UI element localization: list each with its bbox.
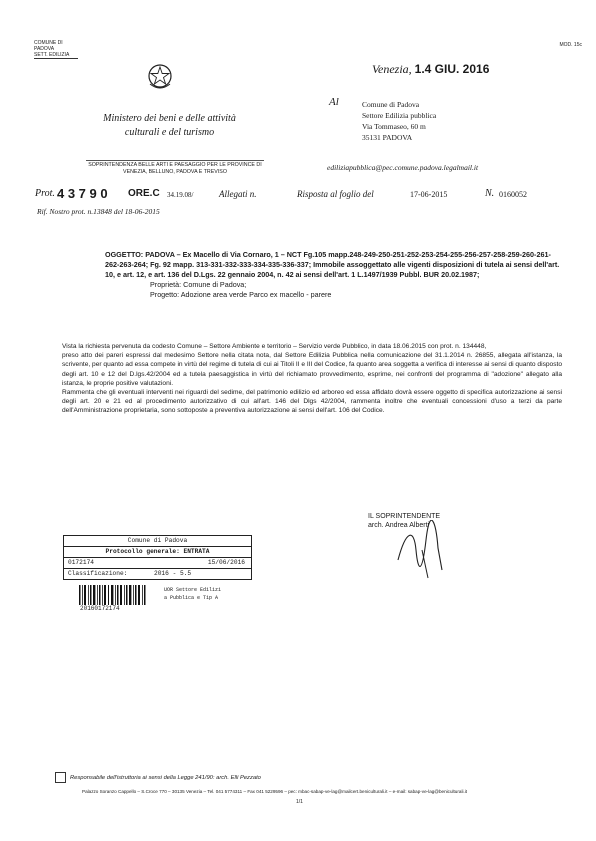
date-stamp: 1.4 GIU. 2016 <box>414 62 490 76</box>
place-date <box>372 62 489 77</box>
letter-body <box>62 342 562 416</box>
protocol-title: Protocollo generale: ENTRATA <box>64 547 251 558</box>
corner-stamp <box>34 40 78 59</box>
page-number: 1/1 <box>296 799 303 805</box>
body-paragraph: preso atto dei pareri espressi dal medesimo Settore nella citata nota, dal Settore Edilizia Pubblica nella comunicazione del 31.1.2014 n. 26855, allegata all'istanza, la scrivente, per quanto ad essa compete in virtù del regime di tutela di cui ai Titoli II e III del Codice, fa quanto area soggetta a verifica di interesse ai sensi di quanto disposto degli art. 10 e 12 del D.lgs.42/2004 ed a tutela paesaggistica in virtù del richiamato provvedimento, esprime, nei confronti del programma di "adozione" allegato alla istanza, le proprie positive valutazioni. <box>62 352 562 387</box>
prot-label: Prot. <box>35 188 55 199</box>
protocol-class-value: 2016 - 5.5 <box>154 570 192 577</box>
corner-stamp-line: SETT. EDILIZIA <box>34 52 70 58</box>
prot-class: 34.19.08/ <box>167 191 194 199</box>
body-paragraph: Rammenta che gli eventuali interventi nei riguardi del sedime, del patrimonio edilizio ed arboreo ed essa affidato dovrà essere oggetto di specifica autorizzazione ai sensi degli art. 20 e 21 ed al procedimento autorizzativo di cui all'art. 146 del Dlgs 42/2004, rammenta inoltre che eventuali concessioni d'uso a terzi da parte dell'Amministrazione proprietaria, sono sottoposte a preventiva autorizzazione ai sensi dell'art. 106 del Codice. <box>62 389 562 415</box>
oggetto-proprieta: Proprietà: Comune di Padova; <box>150 280 247 289</box>
body-paragraph: Vista la richiesta pervenuta da codesto Comune – Settore Ambiente e territorio – Servizio verde Pubblico, in data 18.06.2015 con prot. n. 134448, <box>62 343 487 350</box>
oggetto-text: PADOVA – Ex Macello di Via Cornaro, 1 – NCT Fg.105 mapp.248-249-250-251-252-253-254-255-256-257-258-259-260-261-262-263-264; Fg. 92 mapp. 313-331-332-333-334-335-336-337; Immobile assoggettato alle vigenti disposizioni di tutela ai sensi dell'art. 10, e art. 12, e art. 136 del D.Lgs. 22 gennaio 2004, n. 42 ai sensi dell'art. 1 L.1497/1939 Pubbl. BUR 20.02.1987; <box>105 250 560 279</box>
reference-row <box>35 188 565 204</box>
ministry-name <box>82 112 257 140</box>
risposta-label: Risposta al foglio del <box>297 189 374 199</box>
barcode-text: 20160172174 <box>80 605 120 612</box>
address-line: Settore Edilizia pubblica <box>362 111 437 120</box>
barcode-icon <box>78 585 148 607</box>
address-line: Comune di Padova <box>362 100 420 109</box>
prot-number: 4 3 7 9 0 <box>57 186 108 201</box>
protocol-date: 15/06/2016 <box>207 559 245 566</box>
address-line: Via Tommaseo, 60 m <box>362 122 426 131</box>
allegati-label: Allegati n. <box>219 189 257 199</box>
corner-stamp-line: COMUNE DI PADOVA <box>34 40 63 52</box>
responsabile-line <box>55 772 261 783</box>
signature-title: IL SOPRINTENDENTE <box>368 513 441 520</box>
oggetto-progetto: Progetto: Adozione area verde Parco ex macello - parere <box>150 290 332 299</box>
footer-address: Palazzo Soranzo Cappello – S.Croce 770 – 30135 Venezia – Tel. 041 5774311 – Fax 041 5229596 – pec: mbac-sabap-ve-lag@mailcert.beniculturali.it – e-mail: sabap-ve-lag@beniculturali.it <box>82 789 468 794</box>
handwritten-signature-icon <box>392 520 452 580</box>
mod-code: MOD. 15c <box>559 42 582 48</box>
republic-emblem-icon <box>146 62 174 92</box>
place: Venezia, <box>372 62 412 76</box>
barcode-area <box>78 583 253 613</box>
oggetto-main <box>105 250 560 280</box>
address-line: 35131 PADOVA <box>362 133 413 142</box>
ministry-line: Ministero dei beni e delle attività <box>103 113 236 124</box>
oggetto-block <box>105 250 560 300</box>
recipient-prefix: Al <box>329 96 339 108</box>
signature-name: arch. Andrea Alberti <box>368 522 430 529</box>
nostro-riferimento: Rif. Nostro prot. n.13848 del 18-06-2015 <box>37 207 160 216</box>
n-label: N. <box>485 188 495 199</box>
protocol-class-label: Classificazione: <box>68 570 128 577</box>
protocol-destination <box>164 586 221 602</box>
destination-line: UOR Settore Edilizi <box>164 587 222 593</box>
destination-line: a Pubblica e Tip A <box>164 595 219 601</box>
risposta-date: 17-06-2015 <box>410 190 448 199</box>
n-value: 0160052 <box>499 190 527 199</box>
ministry-line: culturali e del turismo <box>124 127 215 138</box>
soprintendenza-name: SOPRINTENDENZA BELLE ARTI E PAESAGGIO PER LE PROVINCE DI VENEZIA, BELLUNO, PADOVA E TREVISO <box>86 160 264 176</box>
checkbox-icon <box>55 772 66 783</box>
protocol-number: 0172174 <box>68 559 94 566</box>
oggetto-label: OGGETTO: <box>105 250 144 259</box>
protocol-stamp <box>63 535 252 580</box>
recipient-pec: ediliziapubblica@pec.comune.padova.legalmail.it <box>327 163 479 172</box>
protocol-org: Comune di Padova <box>64 536 251 547</box>
protocol-number-row <box>64 558 251 569</box>
recipient-address <box>362 99 436 143</box>
protocol-class-row <box>64 569 251 579</box>
responsabile-text: Responsabile dell'istruttoria ai sensi della Legge 241/90: arch. Elli Pezzato <box>70 775 261 782</box>
prot-code: ORE.C <box>128 188 160 199</box>
